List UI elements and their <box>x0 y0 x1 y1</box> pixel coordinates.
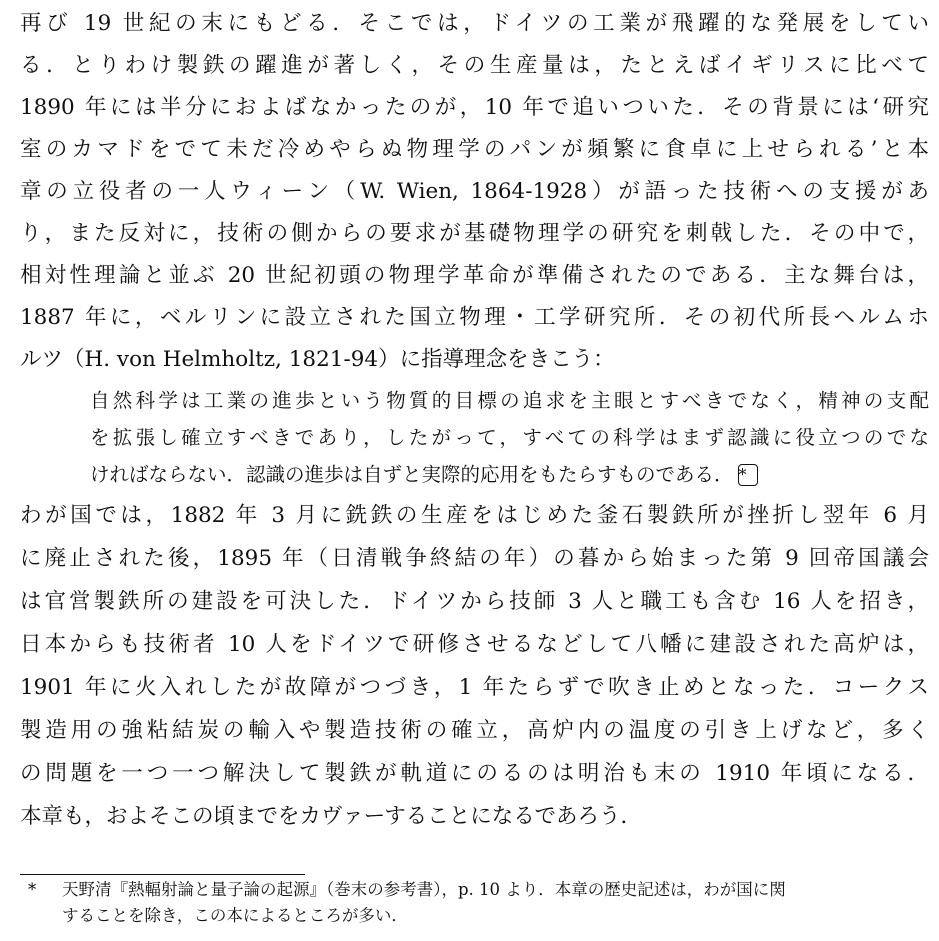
body-line: 章の立役者の一人ウィーン（W. Wien, 1864-1928）が語った技術への支援があ <box>20 179 929 204</box>
body-line: 製造用の強粘結炭の輸入や製造技術の確立，高炉内の温度の引き上げなど，多く <box>20 718 929 743</box>
footnote-reference: * <box>738 464 758 486</box>
body-line: 本章も，およそこの頃までをカヴァーすることになるであろう． <box>20 804 642 829</box>
body-line: 1890 年には半分におよばなかったのが，10 年で追いついた．その背景には‘研究 <box>20 95 929 120</box>
quote-line: を拡張し確立すべきであり，したがって，すべての科学はまず認識に役立つのでな <box>90 426 929 449</box>
footnote-text: 天野清『熱輻射論と量子論の起源』（巻末の参考書），p. 10 より．本章の歴史記述は，わが国に関 <box>62 880 786 899</box>
footnote-line <box>28 878 921 901</box>
body-line: る．とりわけ製鉄の躍進が著しく，その生産量は，たとえばイギリスに比べて <box>20 53 929 78</box>
body-line: 相対性理論と並ぶ 20 世紀初頭の物理学革命が準備されたのである．主な舞台は， <box>20 263 929 288</box>
body-line: は官営製鉄所の建設を可決した．ドイツから技師 3 人と職工も含む 16 人を招き， <box>20 589 929 614</box>
body-line: 室のカマドをでて未だ冷めやらぬ物理学のパンが頻繁に食卓に上せられる’と本 <box>20 137 929 162</box>
body-line: り，また反対に，技術の側からの要求が基礎物理学の研究を刺戟した．その中で， <box>20 221 929 246</box>
body-line: の問題を一つ一つ解決して製鉄が軌道にのるのは明治も末の 1910 年頃になる． <box>20 761 929 786</box>
body-line: に廃止された後，1895 年（日清戦争終結の年）の暮から始まった第 9 回帝国議会 <box>20 546 929 571</box>
body-line: わが国では，1882 年 3 月に銑鉄の生産をはじめた釜石製鉄所が挫折し翌年 6 月 <box>20 503 929 528</box>
body-line: 再び 19 世紀の末にもどる．そこでは，ドイツの工業が飛躍的な発展をしてい <box>20 11 929 36</box>
body-line: 日本からも技術者 10 人をドイツで研修させるなどして八幡に建設された高炉は， <box>20 632 929 657</box>
footnote-line: することを除き，この本によるところが多い． <box>62 906 408 925</box>
body-line: 1887 年に，ベルリンに設立された国立物理・工学研究所．その初代所長ヘルムホ <box>20 305 929 330</box>
footnote-marker: * <box>28 880 37 899</box>
quote-last-line <box>90 461 929 489</box>
quote-line: 自然科学は工業の進歩という物質的目標の追求を主眼とすべきでなく，精神の支配 <box>90 389 929 412</box>
body-line: ルツ（H. von Helmholtz, 1821-94）に指導理念をきこう： <box>20 347 615 372</box>
quote-text: ければならない．認識の進歩は自ずと実際的応用をもたらすものである． <box>90 463 734 486</box>
footnote-divider <box>20 874 305 875</box>
body-line: 1901 年に火入れしたが故障がつづき，1 年たらずで吹き止めとなった．コークス <box>20 675 929 700</box>
